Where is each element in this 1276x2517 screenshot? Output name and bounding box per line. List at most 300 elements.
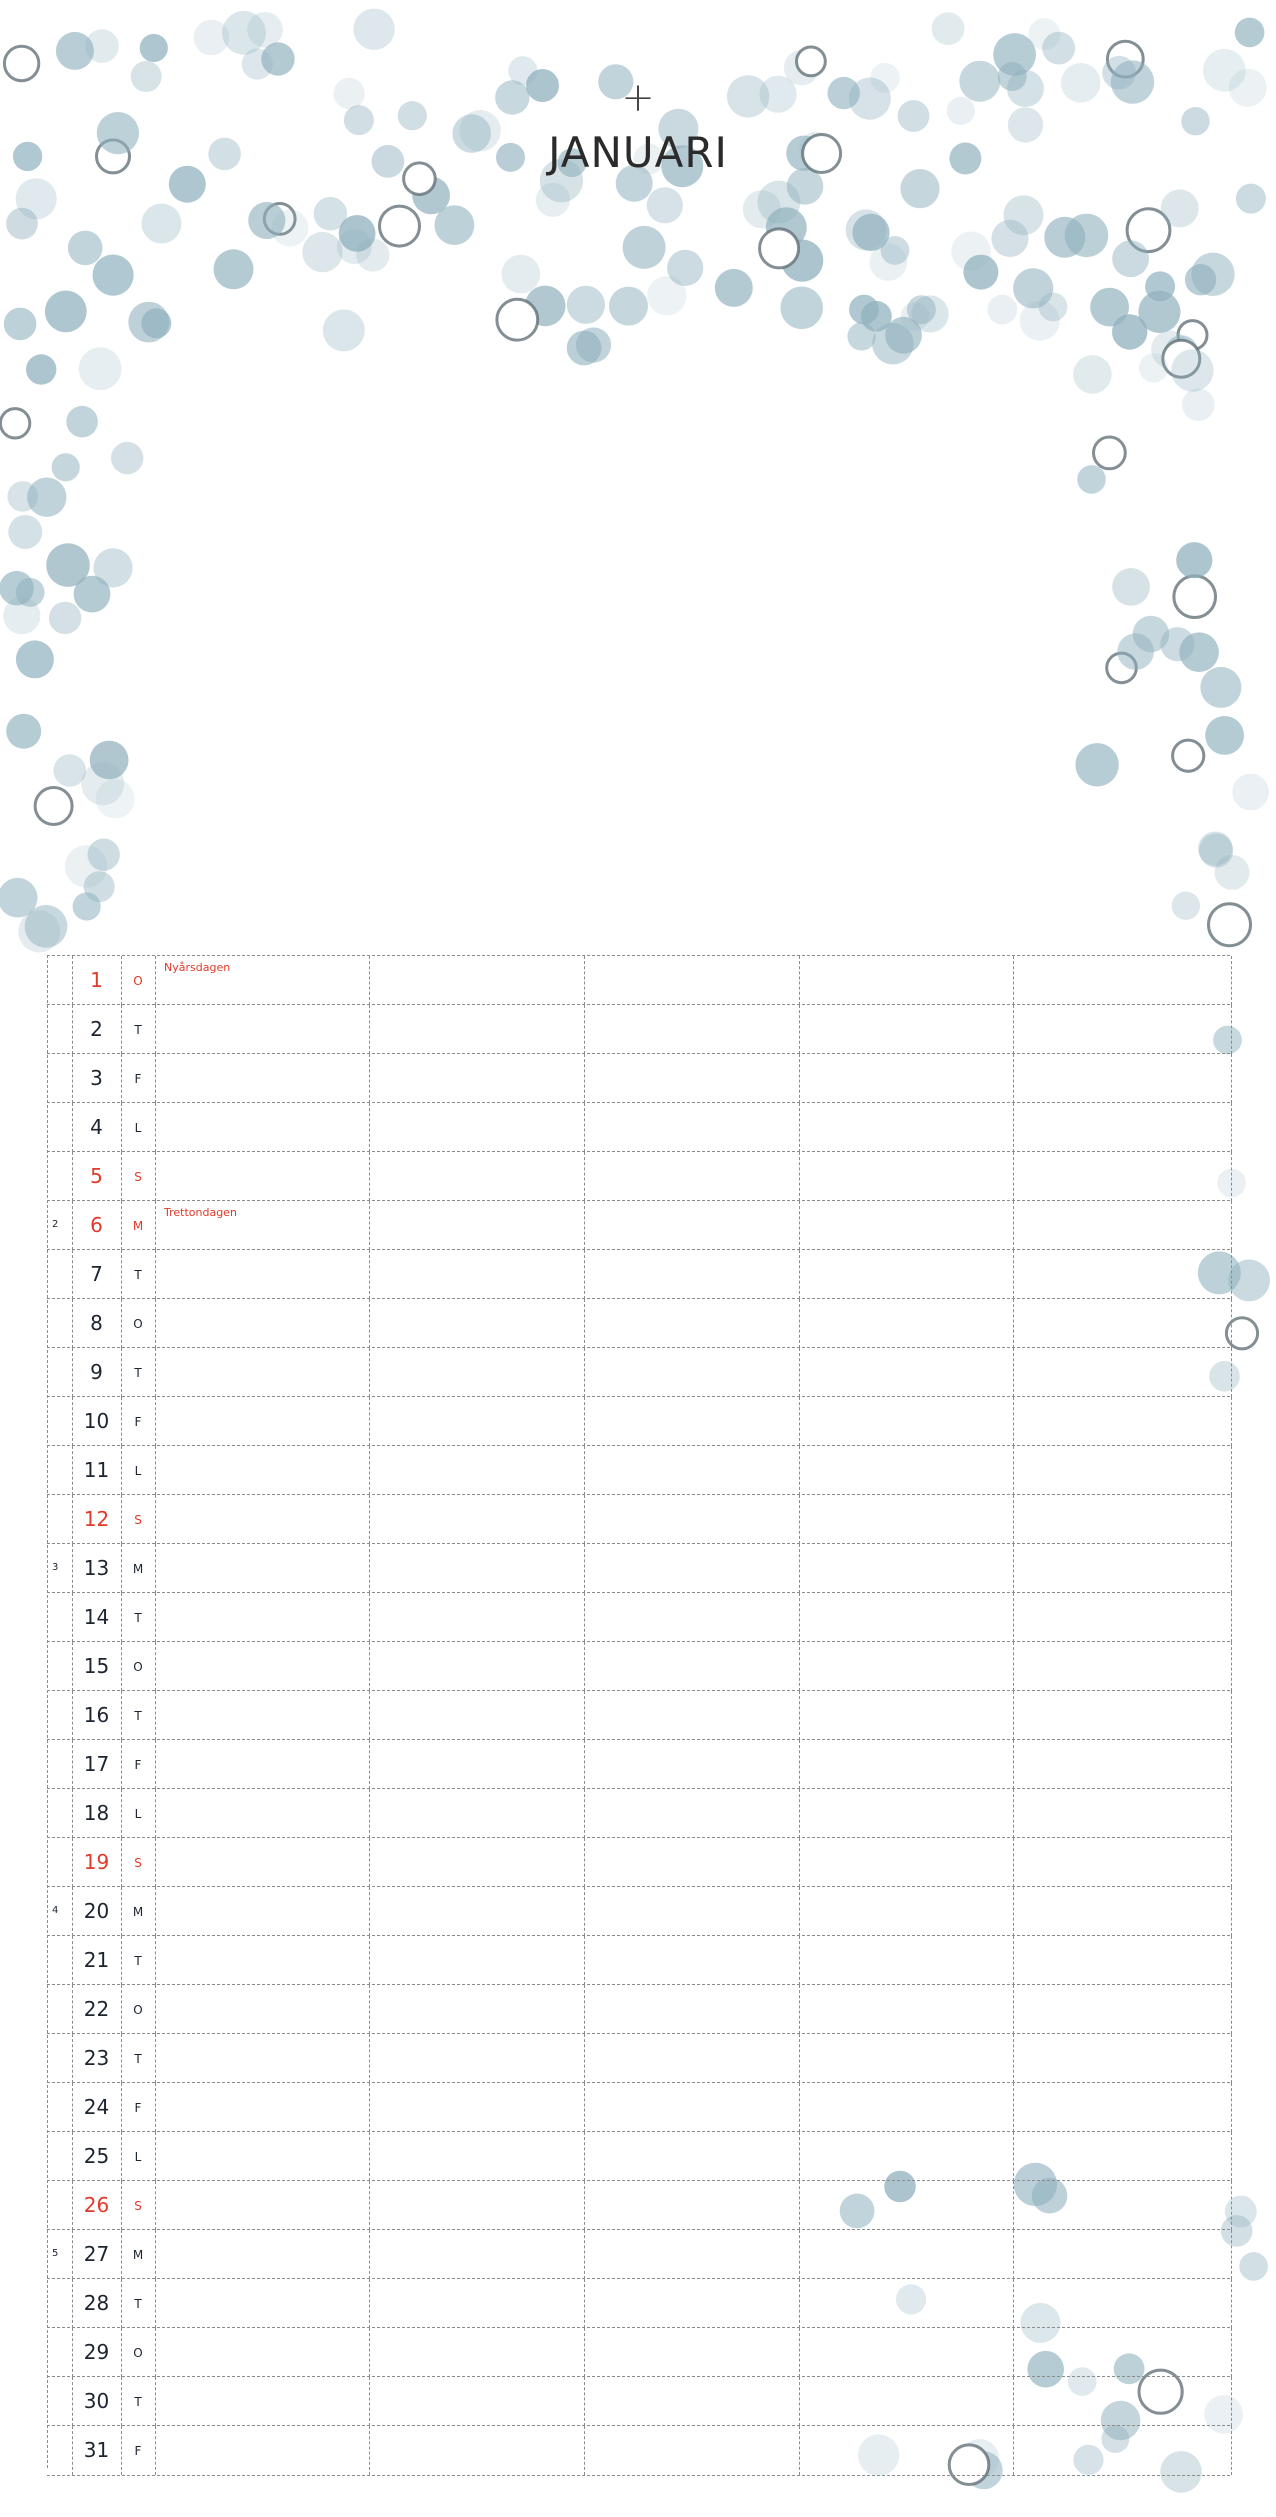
note-cell-5[interactable] — [1013, 2279, 1232, 2328]
note-cell-2[interactable] — [369, 2426, 585, 2475]
note-cell-3[interactable] — [584, 1299, 800, 1348]
note-cell-4[interactable] — [799, 1691, 1014, 1740]
watercolor-dot — [1112, 314, 1147, 349]
watercolor-dot — [1171, 349, 1213, 391]
watercolor-dot — [797, 47, 826, 76]
note-cell-1[interactable] — [155, 1544, 370, 1593]
watercolor-dot — [870, 243, 908, 281]
note-cell-2[interactable] — [369, 2034, 585, 2083]
watercolor-dot — [73, 892, 101, 920]
note-cell-5[interactable] — [1013, 1005, 1232, 1054]
day-number: 13 — [83, 1556, 110, 1580]
note-cell-3[interactable] — [584, 1789, 800, 1838]
note-cell-4[interactable] — [799, 2279, 1014, 2328]
watercolor-dot — [323, 309, 365, 351]
note-cell-1[interactable] — [155, 2083, 370, 2132]
weekday-letter: F — [134, 1758, 142, 1772]
note-cell-2[interactable] — [369, 1936, 585, 1985]
note-cell-3[interactable] — [584, 1103, 800, 1152]
note-cell-3[interactable] — [584, 956, 800, 1005]
note-cell-4[interactable] — [799, 1544, 1014, 1593]
note-cell-4[interactable] — [799, 1642, 1014, 1691]
note-cell-3[interactable] — [584, 1593, 800, 1642]
watercolor-dot — [1020, 301, 1060, 341]
note-cell-5[interactable] — [1013, 2230, 1232, 2279]
note-cell-5[interactable] — [1013, 1544, 1232, 1593]
weekday-letter: T — [134, 2395, 142, 2409]
day-row — [47, 2425, 1230, 2476]
note-cell-4[interactable] — [799, 1495, 1014, 1544]
watercolor-dot — [49, 602, 81, 634]
watercolor-dot — [66, 406, 98, 438]
note-cell-1[interactable] — [155, 1103, 370, 1152]
note-cell-2[interactable] — [369, 1593, 585, 1642]
watercolor-dot — [4, 308, 37, 341]
note-cell-5[interactable] — [1013, 2328, 1232, 2377]
note-cell-1[interactable] — [155, 1250, 370, 1299]
watercolor-dot — [1073, 355, 1112, 394]
note-cell-3[interactable] — [584, 2328, 800, 2377]
note-cell-5[interactable] — [1013, 1103, 1232, 1152]
note-cell-5[interactable] — [1013, 1789, 1232, 1838]
day-row — [47, 2327, 1230, 2377]
day-row — [47, 2376, 1230, 2426]
note-cell-1[interactable] — [155, 1005, 370, 1054]
note-cell-5[interactable] — [1013, 2181, 1232, 2230]
note-cell-4[interactable] — [799, 2034, 1014, 2083]
note-cell-5[interactable] — [1013, 2083, 1232, 2132]
note-cell-4[interactable] — [799, 2377, 1014, 2426]
note-cell-5[interactable] — [1013, 1152, 1232, 1201]
watercolor-dot — [1173, 740, 1204, 771]
day-number: 3 — [90, 1066, 103, 1090]
watercolor-dot — [111, 442, 143, 474]
note-cell-4[interactable] — [799, 1593, 1014, 1642]
note-cell-2[interactable] — [369, 1446, 585, 1495]
watercolor-dot — [1077, 465, 1106, 494]
day-row — [47, 1984, 1230, 2034]
note-cell-3[interactable] — [584, 1691, 800, 1740]
watercolor-dot — [647, 276, 686, 315]
day-row — [47, 1396, 1230, 1446]
day-number: 24 — [83, 2095, 110, 2119]
weekday-letter: O — [133, 1660, 143, 1674]
note-cell-5[interactable] — [1013, 2034, 1232, 2083]
weekday-letter: M — [132, 1219, 144, 1233]
note-cell-3[interactable] — [584, 2083, 800, 2132]
note-cell-3[interactable] — [584, 1201, 800, 1250]
note-cell-4[interactable] — [799, 1054, 1014, 1103]
weekday-letter: S — [134, 2199, 142, 2213]
watercolor-dot — [609, 287, 648, 326]
note-cell-2[interactable] — [369, 2132, 585, 2181]
day-number: 29 — [83, 2340, 110, 2364]
watercolor-dot — [1004, 195, 1044, 235]
note-cell-4[interactable] — [799, 1299, 1014, 1348]
note-cell-1[interactable] — [155, 1152, 370, 1201]
note-cell-4[interactable] — [799, 2426, 1014, 2475]
watercolor-dot — [0, 409, 29, 438]
watercolor-dot — [623, 226, 666, 269]
note-cell-5[interactable] — [1013, 1397, 1232, 1446]
note-cell-1[interactable] — [155, 2279, 370, 2328]
note-cell-5[interactable] — [1013, 1495, 1232, 1544]
weekday-letter: M — [132, 1905, 144, 1919]
note-cell-3[interactable] — [584, 1397, 800, 1446]
note-cell-4[interactable] — [799, 1446, 1014, 1495]
note-cell-5[interactable] — [1013, 1054, 1232, 1103]
note-cell-1[interactable] — [155, 1054, 370, 1103]
note-cell-5[interactable] — [1013, 1838, 1232, 1887]
watercolor-dot — [760, 229, 799, 268]
watercolor-dot — [18, 910, 60, 952]
watercolor-dot — [497, 299, 538, 340]
note-cell-2[interactable] — [369, 2377, 585, 2426]
note-cell-2[interactable] — [369, 1201, 585, 1250]
note-cell-3[interactable] — [584, 2034, 800, 2083]
note-cell-3[interactable] — [584, 2279, 800, 2328]
note-cell-5[interactable] — [1013, 1446, 1232, 1495]
note-cell-1[interactable] — [155, 1838, 370, 1887]
plus-ornament-icon: + — [621, 75, 655, 121]
note-cell-3[interactable] — [584, 1838, 800, 1887]
note-cell-4[interactable] — [799, 1103, 1014, 1152]
day-number: 8 — [90, 1311, 103, 1335]
note-cell-3[interactable] — [584, 2230, 800, 2279]
day-row — [47, 1004, 1230, 1054]
note-cell-4[interactable] — [799, 1348, 1014, 1397]
note-cell-3[interactable] — [584, 1005, 800, 1054]
weekday-letter: F — [134, 1072, 142, 1086]
day-number: 15 — [83, 1654, 110, 1678]
note-cell-1[interactable] — [155, 1740, 370, 1789]
day-row — [47, 1347, 1230, 1397]
weekday-letter: T — [134, 1611, 142, 1625]
weekday-letter: O — [133, 974, 143, 988]
watercolor-dot — [26, 354, 56, 384]
watercolor-dot — [1112, 240, 1149, 277]
note-cell-5[interactable] — [1013, 1250, 1232, 1299]
weekday-letter: F — [134, 2101, 142, 2115]
note-cell-1[interactable] — [155, 1642, 370, 1691]
note-cell-4[interactable] — [799, 2181, 1014, 2230]
note-cell-3[interactable] — [584, 1887, 800, 1936]
note-cell-5[interactable] — [1013, 1299, 1232, 1348]
day-number: 7 — [90, 1262, 103, 1286]
note-cell-1[interactable] — [155, 1495, 370, 1544]
day-number: 11 — [83, 1458, 110, 1482]
note-cell-1[interactable] — [155, 1446, 370, 1495]
watercolor-dot — [567, 286, 605, 324]
day-number: 25 — [83, 2144, 110, 2168]
note-cell-2[interactable] — [369, 1642, 585, 1691]
day-number: 5 — [90, 1164, 103, 1188]
note-cell-4[interactable] — [799, 2328, 1014, 2377]
note-cell-2[interactable] — [369, 2279, 585, 2328]
day-number: 21 — [83, 1948, 110, 1972]
note-cell-5[interactable] — [1013, 1740, 1232, 1789]
note-cell-3[interactable] — [584, 1054, 800, 1103]
watercolor-dot — [214, 249, 254, 289]
note-cell-1[interactable] — [155, 1985, 370, 2034]
day-row — [47, 1788, 1230, 1838]
note-cell-3[interactable] — [584, 1250, 800, 1299]
day-number: 27 — [83, 2242, 110, 2266]
day-row — [47, 1592, 1230, 1642]
note-cell-5[interactable] — [1013, 956, 1232, 1005]
watercolor-dot — [302, 232, 342, 272]
note-cell-3[interactable] — [584, 1348, 800, 1397]
watercolor-dot — [963, 255, 998, 290]
note-cell-2[interactable] — [369, 1103, 585, 1152]
note-cell-3[interactable] — [584, 1740, 800, 1789]
watercolor-dot — [576, 327, 611, 362]
watercolor-dot — [52, 453, 80, 481]
day-number: 18 — [83, 1801, 110, 1825]
watercolor-dot — [7, 481, 38, 512]
day-row — [47, 1543, 1230, 1593]
weekday-letter: F — [134, 2444, 142, 2458]
day-row — [47, 1445, 1230, 1495]
watercolor-dot — [1239, 2252, 1268, 2281]
note-cell-2[interactable] — [369, 2181, 585, 2230]
watercolor-dot — [1200, 667, 1241, 708]
weekday-letter: M — [132, 1562, 144, 1576]
note-cell-3[interactable] — [584, 1642, 800, 1691]
watercolor-dot — [1176, 542, 1212, 578]
weekday-letter: T — [134, 1268, 142, 1282]
note-cell-3[interactable] — [584, 1544, 800, 1593]
note-cell-5[interactable] — [1013, 1348, 1232, 1397]
day-row — [47, 1249, 1230, 1299]
note-cell-4[interactable] — [799, 956, 1014, 1005]
note-cell-3[interactable] — [584, 1936, 800, 1985]
note-cell-5[interactable] — [1013, 1642, 1232, 1691]
watercolor-dot — [1139, 353, 1168, 382]
watercolor-dot — [1094, 437, 1126, 469]
watercolor-dot — [53, 754, 86, 787]
watercolor-dot — [93, 548, 132, 587]
watercolor-dot — [1117, 633, 1154, 670]
day-number: 26 — [83, 2193, 110, 2217]
note-cell-4[interactable] — [799, 2230, 1014, 2279]
day-row — [47, 1494, 1230, 1544]
note-cell-5[interactable] — [1013, 2377, 1232, 2426]
day-row — [47, 1053, 1230, 1103]
day-number: 2 — [90, 1017, 103, 1041]
note-cell-2[interactable] — [369, 1299, 585, 1348]
day-row — [47, 2229, 1230, 2279]
weekday-letter: S — [134, 1856, 142, 1870]
day-row — [47, 1837, 1230, 1887]
note-cell-5[interactable] — [1013, 1936, 1232, 1985]
note-cell-3[interactable] — [584, 2377, 800, 2426]
day-number: 23 — [83, 2046, 110, 2070]
watercolor-dot — [4, 46, 38, 80]
note-cell-2[interactable] — [369, 1544, 585, 1593]
watercolor-dot — [45, 291, 87, 333]
note-cell-1[interactable] — [155, 1299, 370, 1348]
note-cell-5[interactable] — [1013, 1593, 1232, 1642]
day-row — [47, 1200, 1230, 1250]
note-cell-2[interactable] — [369, 1250, 585, 1299]
note-cell-3[interactable] — [584, 2181, 800, 2230]
weekday-letter: L — [134, 1121, 142, 1135]
note-cell-2[interactable] — [369, 956, 585, 1005]
note-cell-5[interactable] — [1013, 1201, 1232, 1250]
note-cell-4[interactable] — [799, 1887, 1014, 1936]
watercolor-dot — [35, 788, 72, 825]
note-cell-1[interactable] — [155, 1887, 370, 1936]
watercolor-dot — [987, 295, 1017, 325]
day-number: 17 — [83, 1752, 110, 1776]
watercolor-dot — [872, 323, 914, 365]
note-cell-5[interactable] — [1013, 1985, 1232, 2034]
note-cell-2[interactable] — [369, 1495, 585, 1544]
note-cell-2[interactable] — [369, 1054, 585, 1103]
watercolor-dot — [1215, 855, 1250, 890]
watercolor-dot — [1161, 189, 1199, 227]
weekday-letter: S — [134, 1170, 142, 1184]
note-cell-1[interactable] — [155, 2230, 370, 2279]
watercolor-dot — [1232, 774, 1269, 811]
note-cell-2[interactable] — [369, 2230, 585, 2279]
day-number: 9 — [90, 1360, 103, 1384]
note-cell-4[interactable] — [799, 1936, 1014, 1985]
note-cell-2[interactable] — [369, 2083, 585, 2132]
watercolor-dot — [222, 11, 266, 55]
watercolor-dot — [140, 34, 168, 62]
watercolor-dot — [16, 640, 54, 678]
weekday-letter: L — [134, 1807, 142, 1821]
day-number: 28 — [83, 2291, 110, 2315]
holiday-label: Nyårsdagen — [164, 961, 231, 974]
note-cell-2[interactable] — [369, 1397, 585, 1446]
watercolor-dot — [1182, 388, 1215, 421]
note-cell-4[interactable] — [799, 1250, 1014, 1299]
note-cell-2[interactable] — [369, 1152, 585, 1201]
note-cell-2[interactable] — [369, 1005, 585, 1054]
note-cell-4[interactable] — [799, 1789, 1014, 1838]
watercolor-dot — [912, 295, 949, 332]
weekday-letter: T — [134, 1954, 142, 1968]
watercolor-dot — [65, 845, 108, 888]
day-number: 14 — [83, 1605, 110, 1629]
watercolor-dot — [1235, 18, 1265, 48]
note-cell-3[interactable] — [584, 1152, 800, 1201]
day-row — [47, 955, 1230, 1005]
note-cell-5[interactable] — [1013, 2426, 1232, 2475]
note-cell-2[interactable] — [369, 1985, 585, 2034]
month-title: JANUARI — [548, 128, 728, 177]
day-number: 20 — [83, 1899, 110, 1923]
note-cell-1[interactable] — [155, 2328, 370, 2377]
note-cell-2[interactable] — [369, 1789, 585, 1838]
watercolor-dot — [356, 238, 389, 271]
note-cell-2[interactable] — [369, 1348, 585, 1397]
watercolor-dot — [536, 183, 570, 217]
note-cell-1[interactable] — [155, 1936, 370, 1985]
watercolor-dot — [271, 209, 308, 246]
day-number: 12 — [83, 1507, 110, 1531]
note-cell-1[interactable] — [155, 2034, 370, 2083]
day-number: 30 — [83, 2389, 110, 2413]
watercolor-dot — [932, 12, 965, 45]
note-cell-1[interactable] — [155, 1348, 370, 1397]
watercolor-dot — [16, 578, 45, 607]
note-cell-1[interactable] — [155, 2426, 370, 2475]
note-cell-1[interactable] — [155, 2377, 370, 2426]
note-cell-4[interactable] — [799, 1985, 1014, 2034]
note-cell-3[interactable] — [584, 2132, 800, 2181]
watercolor-dot — [1065, 214, 1109, 258]
note-cell-2[interactable] — [369, 1740, 585, 1789]
note-cell-1[interactable] — [155, 1789, 370, 1838]
note-cell-4[interactable] — [799, 1838, 1014, 1887]
watercolor-dot — [715, 269, 753, 307]
day-row — [47, 1690, 1230, 1740]
note-cell-1[interactable] — [155, 2132, 370, 2181]
note-cell-4[interactable] — [799, 1152, 1014, 1201]
weekday-letter: O — [133, 1317, 143, 1331]
weekday-letter: T — [134, 2052, 142, 2066]
note-cell-4[interactable] — [799, 1740, 1014, 1789]
holiday-label: Trettondagen — [164, 1206, 237, 1219]
weekday-letter: T — [134, 2297, 142, 2311]
weekday-letter: T — [134, 1709, 142, 1723]
day-number: 16 — [83, 1703, 110, 1727]
note-cell-2[interactable] — [369, 1838, 585, 1887]
note-cell-3[interactable] — [584, 1446, 800, 1495]
day-row — [47, 1298, 1230, 1348]
day-row — [47, 1935, 1230, 1985]
note-cell-1[interactable] — [155, 1397, 370, 1446]
week-number: 5 — [52, 2248, 59, 2259]
day-row — [47, 1102, 1230, 1152]
note-cell-4[interactable] — [799, 1397, 1014, 1446]
watercolor-dot — [142, 204, 182, 244]
note-cell-3[interactable] — [584, 1985, 800, 2034]
watercolor-dot — [46, 543, 90, 587]
day-row — [47, 2180, 1230, 2230]
note-cell-5[interactable] — [1013, 2132, 1232, 2181]
weekday-letter: M — [132, 2248, 144, 2262]
watercolor-dot — [1174, 576, 1216, 618]
note-cell-5[interactable] — [1013, 1887, 1232, 1936]
note-cell-4[interactable] — [799, 1201, 1014, 1250]
watercolor-dot — [128, 302, 169, 343]
weekday-letter: O — [133, 2003, 143, 2017]
day-row — [47, 2033, 1230, 2083]
note-cell-1[interactable] — [155, 1691, 370, 1740]
note-cell-3[interactable] — [584, 1495, 800, 1544]
note-cell-4[interactable] — [799, 2083, 1014, 2132]
note-cell-4[interactable] — [799, 2132, 1014, 2181]
note-cell-2[interactable] — [369, 2328, 585, 2377]
watercolor-dot — [1191, 253, 1234, 296]
note-cell-4[interactable] — [799, 1005, 1014, 1054]
month-calendar-grid — [47, 955, 1230, 2468]
weekday-letter: L — [134, 1464, 142, 1478]
note-cell-5[interactable] — [1013, 1691, 1232, 1740]
note-cell-3[interactable] — [584, 2426, 800, 2475]
note-cell-1[interactable] — [155, 1593, 370, 1642]
note-cell-1[interactable] — [155, 2181, 370, 2230]
note-cell-2[interactable] — [369, 1691, 585, 1740]
watercolor-dot — [435, 205, 475, 245]
day-number: 31 — [83, 2438, 110, 2462]
note-cell-2[interactable] — [369, 1887, 585, 1936]
